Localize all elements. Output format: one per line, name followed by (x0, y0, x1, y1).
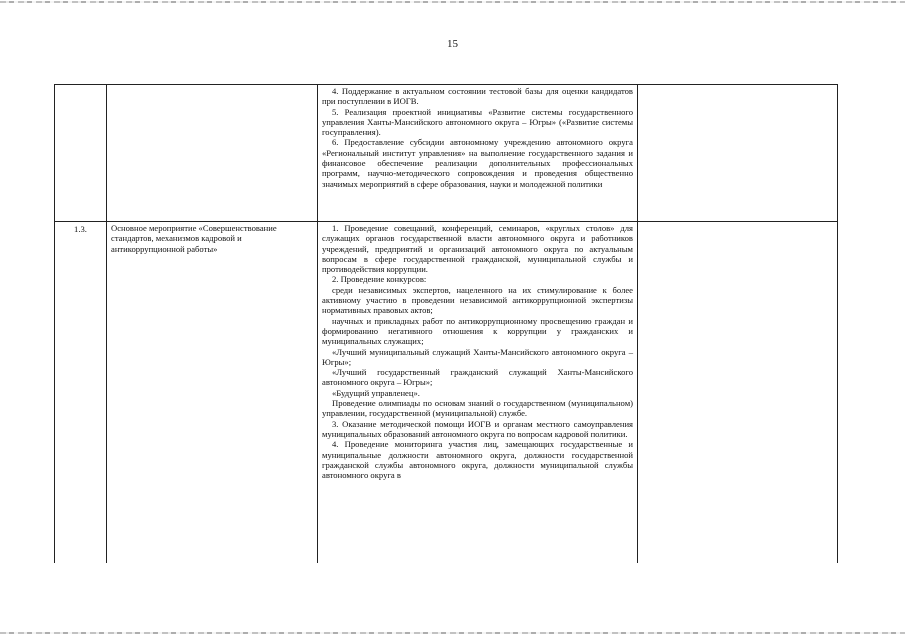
program-table (54, 84, 838, 563)
measure-name (107, 85, 318, 222)
scan-edge-top (0, 1, 905, 3)
extra-cell (638, 222, 838, 564)
row-number: 1.3. (55, 222, 107, 564)
extra-cell (638, 85, 838, 222)
row-number (55, 85, 107, 222)
action-paragraph: «Лучший муниципальный служащий Ханты-Мансийского автономного округа – Югры»; (322, 346, 633, 367)
action-paragraph: 5. Реализация проектной инициативы «Развитие системы государственного управления Ханты-Мансийского автономного округа – Югры» («Развитие системы госуправления). (322, 106, 633, 138)
action-paragraph: «Будущий управленец». (332, 387, 420, 398)
table-row (55, 222, 838, 564)
page-number: 15 (447, 38, 458, 50)
scan-edge-bottom (0, 632, 905, 634)
action-paragraph: научных и прикладных работ по антикоррупционному просвещению граждан и формированию негативного отношения к коррупции у гражданских и муниципальных служащих; (322, 315, 633, 347)
action-paragraph: 3. Оказание методической помощи ИОГВ и органам местного самоуправления муниципальных образований автономного округа по вопросам кадровой политики. (322, 418, 633, 439)
actions-cell (318, 85, 638, 222)
action-paragraph: Проведение олимпиады по основам знаний о государственном (муниципальном) управлении, государственной (муниципальной) службе. (322, 398, 633, 419)
action-paragraph: 6. Предоставление субсидии автономному учреждению автономного округа «Региональный институт управления» на выполнение государственного задания и финансовое обеспечение реализации дополнительных профессиональных программ, научно-методического сопровождения и проведения общественно значимых мероприятий в сфере образования, науки и молодежной политики (322, 137, 633, 189)
action-paragraph: 4. Проведение мониторинга участия лиц, замещающих государственные и муниципальные должности автономного округа, должности государственной гражданской службы автономного округа, должности муниципальной службы автономного округа в (322, 439, 633, 481)
measure-name: Основное мероприятие «Совершенствование стандартов, механизмов кадровой и антикоррупционной работы» (107, 222, 318, 564)
action-paragraph: 2. Проведение конкурсов: (332, 274, 427, 285)
actions-cell (318, 222, 638, 564)
action-paragraph: 4. Поддержание в актуальном состоянии тестовой базы для оценки кандидатов при поступлении в ИОГВ. (322, 86, 633, 107)
action-paragraph: среди независимых экспертов, нацеленного на их стимулирование к более активному участию в проведении независимой антикоррупционной экспертизы нормативных правовых актов; (322, 284, 633, 316)
action-paragraph: «Лучший государственный гражданский служащий Ханты-Мансийского автономного округа – Югры»; (322, 367, 633, 388)
action-paragraph: 1. Проведение совещаний, конференций, семинаров, «круглых столов» для служащих органов государственной власти автономного округа и работников учреждений, предприятий и организаций автономного округа по актуальным вопросам в сфере государственной гражданской, муниципальной службы и противодействия коррупции. (322, 223, 633, 275)
table-row (55, 85, 838, 222)
